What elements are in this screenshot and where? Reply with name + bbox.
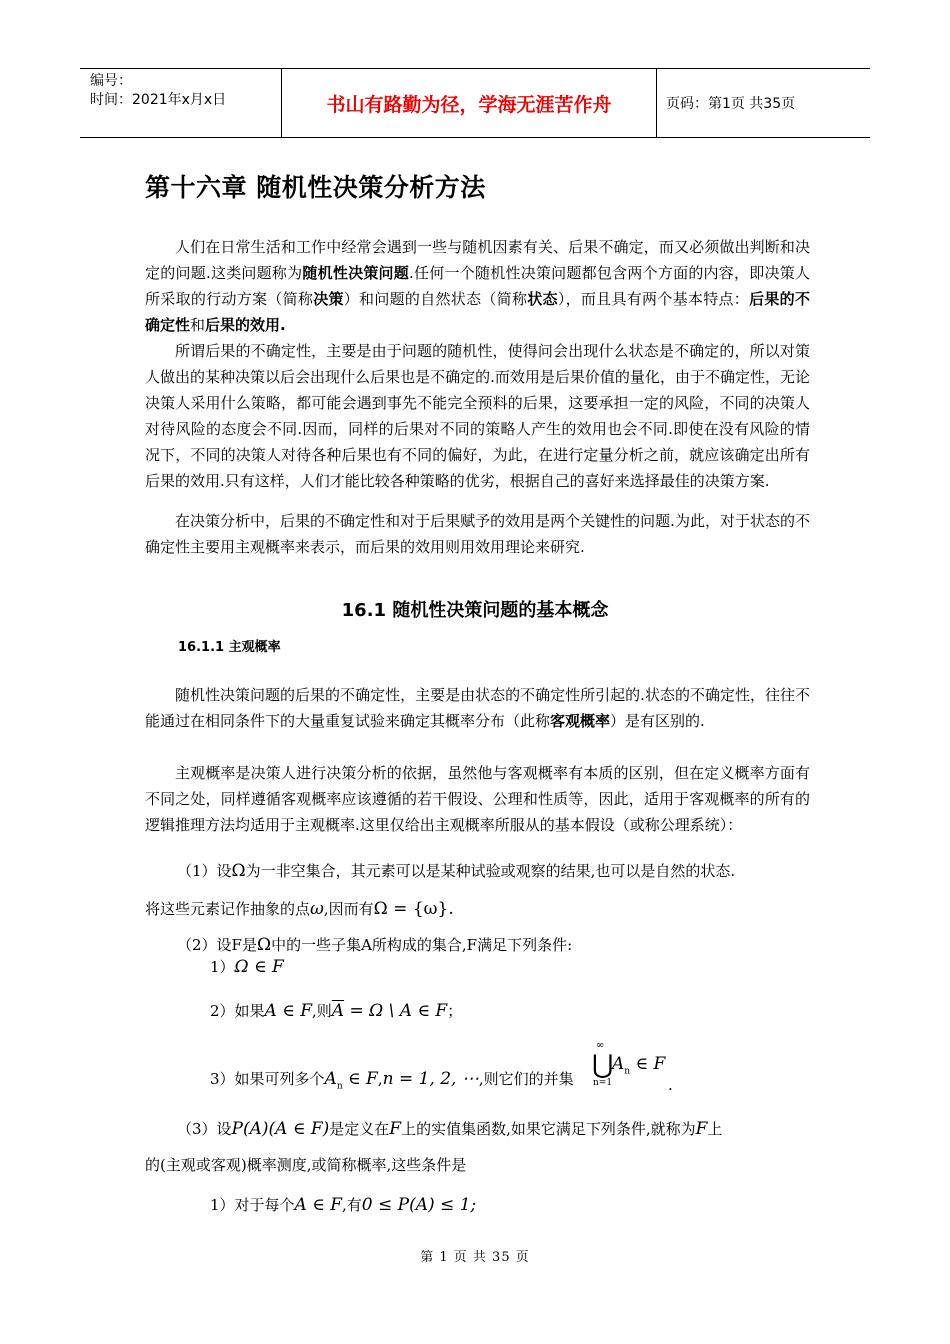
header-meta-cell bbox=[80, 69, 282, 137]
formula-A-complement: $\overline{A}$ bbox=[331, 1001, 345, 1021]
intro-paragraph-2: 所谓后果的不确定性，主要是由于问题的随机性，使得问会出现什么状态是不确定的，所以对策人做出的某种决策以后会出现什么后果也是不确定的.而效用是后果价值的量化，由于不确定性，无论决策人采用什么策略，都可能会遇到事先不能完全预料的后果，这要承担一定的风险，不同的决策人对待风险的态度会不同.因而，同样的后果对不同的策略人产生的效用也会不同.即使在没有风险的情况下，不同的决策人对待各种后果也有不同的偏好，为此，在进行定量分析之前，就应该确定出所有后果的效用.只有这样，人们才能比较各种策略的优劣，根据自己的喜好来选择最佳的决策方案. bbox=[145, 342, 810, 490]
union-symbol: ⋃ bbox=[592, 1050, 614, 1080]
formula-P-of-A: P(A)(A ∈ F) bbox=[231, 1119, 330, 1139]
formula-probability-bounds: 0 ≤ P(A) ≤ 1; bbox=[361, 1195, 477, 1215]
formula-n-range: n = 1, 2, ⋯ bbox=[382, 1069, 479, 1089]
term-objective-probability: 客观概率 bbox=[550, 712, 611, 730]
assumption-1-line-2: 将这些元素记作抽象的点ω,因而有Ω = {ω}. bbox=[145, 899, 454, 919]
chapter-title: 第十六章 随机性决策分析方法 bbox=[145, 173, 486, 202]
formula-A-in-F: A ∈ F bbox=[294, 1195, 343, 1215]
term-state: 状态 bbox=[527, 290, 558, 308]
symbol-F: F bbox=[695, 1119, 708, 1139]
omega-symbol: Ω bbox=[231, 861, 246, 881]
omega-symbol: Ω bbox=[256, 935, 272, 955]
symbol-F: F bbox=[389, 1119, 402, 1139]
section-title: 16.1 随机性决策问题的基本概念 bbox=[341, 600, 609, 621]
assumption-3-line-1: （3）设P(A)(A ∈ F)是定义在F上的实值集函数,如果它满足下列条件,就称为F上 bbox=[177, 1119, 723, 1139]
number-label: 编号： bbox=[90, 73, 132, 89]
condition-2-3-end: . bbox=[668, 1076, 673, 1094]
omega-point: ω bbox=[310, 899, 324, 919]
subsection-title: 16.1.1 主观概率 bbox=[178, 640, 281, 655]
intro-paragraph-1: 人们在日常生活和工作中经常会遇到一些与随机因素有关、后果不确定，而又必须做出判断和决定的问题.这类问题称为随机性决策问题.任何一个随机性决策问题都包含两个方面的内容，即决策人所采取的行动方案（简称决策）和问题的自然状态（简称状态），而且具有两个基本特点：后果的不确定性和后果的效用. bbox=[145, 238, 810, 334]
formula-A-in-F: A ∈ F bbox=[264, 1001, 313, 1021]
term-decision: 决策 bbox=[313, 290, 344, 308]
union-expression: $A_n$ ∈ F bbox=[612, 1054, 666, 1077]
assumption-1-line-1: （1）设Ω为一非空集合，其元素可以是某种试验或观察的结果,也可以是自然的状态. bbox=[177, 861, 736, 881]
condition-2-2: 2）如果A ∈ F,则$\overline{A} = \Omega$ \ A ∈ F； bbox=[210, 1001, 463, 1021]
intro-paragraph-3: 在决策分析中，后果的不确定性和对于后果赋予的效用是两个关键性的问题.为此，对于状态的不确定性主要用主观概率来表示，而后果的效用则用效用理论来研究. bbox=[145, 512, 810, 556]
formula-omega-in-F: Ω ∈ F bbox=[234, 957, 284, 977]
page-footer: 第 1 页 共 35 页 bbox=[420, 1250, 530, 1265]
term-random-decision: 随机性决策问题 bbox=[302, 264, 410, 282]
page-header bbox=[80, 68, 870, 138]
body-paragraph-2: 主观概率是决策人进行决策分析的依据，虽然他与客观概率有本质的区别，但在定义概率方面有不同之处，同样遵循客观概率应该遵循的若干假设、公理和性质等，因此，适用于客观概率的所有的逻辑推理方法均适用于主观概率.这里仅给出主观概率所服从的基本假设（或称公理系统）： bbox=[145, 764, 810, 834]
header-motto-cell bbox=[282, 69, 657, 137]
union-lower-limit: n=1 bbox=[593, 1078, 613, 1088]
condition-2-1: 1）Ω ∈ F bbox=[210, 957, 284, 977]
assumption-2: （2）设F是Ω中的一些子集A所构成的集合,F满足下列条件: bbox=[177, 935, 573, 955]
assumption-3-line-2: 的(主观或客观)概率测度,或简称概率,这些条件是 bbox=[145, 1156, 467, 1174]
term-uncertainty: 后果的不确定性 bbox=[145, 290, 810, 334]
condition-2-3: 3）如果可列多个$A_n$ ∈ F,n = 1, 2, ⋯,则它们的并集 bbox=[210, 1069, 574, 1092]
omega-set-equation: Ω = {ω}. bbox=[373, 899, 454, 919]
formula-complement-def: = Ω \ A ∈ F bbox=[344, 1001, 448, 1021]
formula-An: $A_n$ ∈ F bbox=[324, 1069, 378, 1092]
condition-3-1: 1）对于每个A ∈ F,有0 ≤ P(A) ≤ 1; bbox=[210, 1195, 477, 1215]
date-line: 时间：2021年x月x日 bbox=[90, 92, 227, 108]
term-utility: 后果的效用. bbox=[205, 316, 286, 334]
body-paragraph-1: 随机性决策问题的后果的不确定性，主要是由状态的不确定性所引起的.状态的不确定性，往往不能通过在相同条件下的大量重复试验来确定其概率分布（此称客观概率）是有区别的. bbox=[145, 686, 810, 730]
page-info: 页码：第1页 共35页 bbox=[666, 96, 796, 112]
motto: 书山有路勤为径，学海无涯苦作舟 bbox=[326, 93, 612, 116]
union-upper-limit: ∞ bbox=[596, 1040, 605, 1051]
